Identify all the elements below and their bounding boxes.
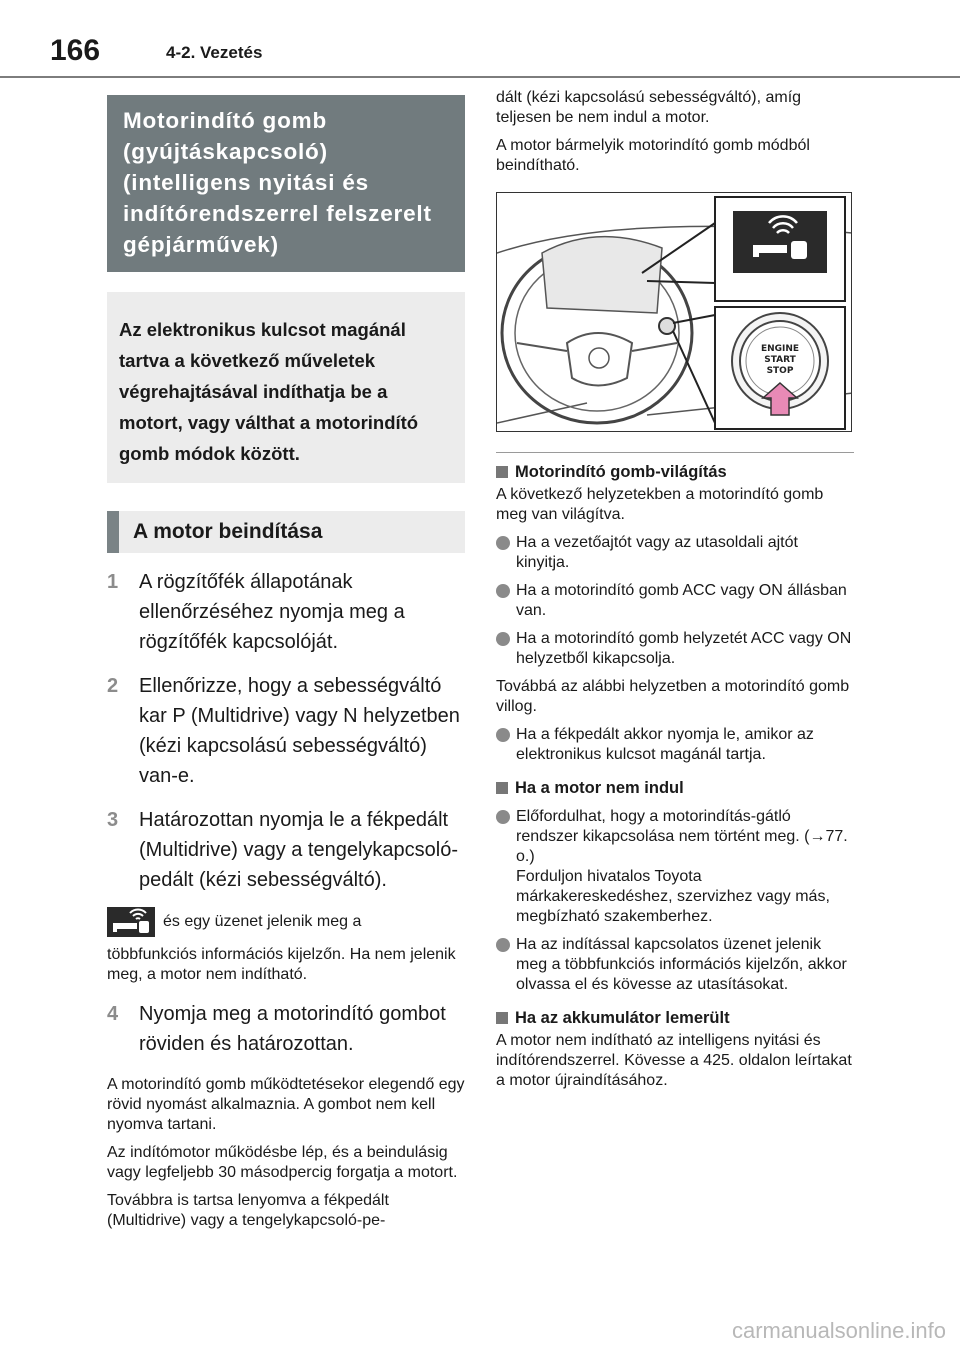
paragraph: A motor nem indítható az intelligens nyitási és indítórendszerrel. Kövesse a 425. oldalon leírtakat a motor újraindításához. [496,1032,852,1089]
button-label: START [764,355,796,365]
step-3 [107,805,465,895]
section-title: Motorindító gomb (gyújtáskapcsoló) (intelligens nyitási és indítórendszerrel felszerelt gépjárművek) [107,95,465,272]
paragraph: Továbbra is tartsa lenyomva a fékpedált (Multidrive) vagy a tengelykapcsoló-pe- [107,1192,389,1229]
paragraph: többfunkciós információs kijelzőn. Ha nem jelenik meg, a motor nem indítható. [107,946,456,983]
step-number: 3 [107,809,119,831]
bullet-dot-icon [496,938,510,952]
bullet-dot-icon [496,810,510,824]
page-number: 166 [50,34,101,67]
subheading: Ha a motor nem indul [496,777,854,799]
right-column [496,86,854,1091]
paragraph: A motorindító gomb működtetésekor elegendő egy rövid nyomást alkalmaznia. A gombot nem kell nyomva tartani. [107,1076,465,1133]
intro-box: Az elektronikus kulcsot magánál tartva a következő műveletek végrehajtásával indíthatja be a motort, vagy válthat a motorindító gomb módok között. [107,292,465,483]
step-2 [107,671,465,791]
bullet-dot-icon [496,536,510,550]
paragraph: dált (kézi kapcsolású sebességváltó), amíg teljesen be nem indul a motor. [496,89,802,126]
steering-wheel-diagram [497,193,852,432]
left-column [107,95,465,1231]
step-number: 1 [107,571,119,593]
square-bullet-icon [496,782,508,794]
step-number: 4 [107,1003,119,1025]
bullet-item: Ha a motorindító gomb helyzetét ACC vagy ON helyzetből kikapcsolja. [496,629,854,669]
indicator-text: és egy üzenet jelenik meg a [163,913,362,930]
bullet-dot-icon [496,632,510,646]
watermark: carmanualsonline.info [731,1318,946,1343]
button-label: ENGINE [760,344,800,354]
indicator-row [107,907,465,937]
step-text: Határozottan nyomja le a fékpedált (Multidrive) vagy a tengelykapcsoló-pedált (kézi sebességváltó). [139,809,459,891]
divider [496,452,854,453]
paragraph: Továbbá az alábbi helyzetben a motorindító gomb villog. [496,678,850,715]
step-number: 2 [107,675,119,697]
page-header [0,0,960,80]
paragraph: Az indítómotor működésbe lép, és a beindulásig vagy legfeljebb 30 másodpercig forgatja a motort. [107,1144,458,1181]
bullet-dot-icon [496,728,510,742]
button-label: STOP [766,366,794,376]
step-text: A rögzítőfék állapotának ellenőrzéséhez nyomja meg a rögzítőfék kapcsolóját. [139,571,405,653]
bullet-item: Ha a vezetőajtót vagy az utasoldali ajtót kinyitja. [496,533,854,573]
step-text: Nyomja meg a motorindító gombot röviden és határozottan. [139,1003,446,1055]
header-divider [0,76,960,78]
bullet-item: Ha az indítással kapcsolatos üzenet jelenik meg a többfunkciós információs kijelzőn, akkor olvassa el és kövesse az utasításokat. [496,935,854,995]
step-1 [107,567,465,657]
bullet-dot-icon [496,584,510,598]
subheading: Motorindító gomb-világítás [496,461,854,483]
bullet-item: Ha a motorindító gomb ACC vagy ON állásban van. [496,581,854,621]
section-reference: 4-2. Vezetés [166,43,263,62]
key-indicator-icon [107,907,155,937]
engine-start-figure [496,192,852,432]
step-text: Ellenőrizze, hogy a sebességváltó kar P (Multidrive) vagy N helyzetben (kézi kapcsolású sebességváltó) van-e. [139,675,460,787]
square-bullet-icon [496,466,508,478]
bullet-item: Előfordulhat, hogy a motorindítás-gátló rendszer kikapcsolása nem történt meg. (→77. o.) Forduljon hivatalos Toyota márkakereskedéshez, szervizhez vagy más, megbízható szakemberhez. [496,807,854,927]
paragraph: A motor bármelyik motorindító gomb módból beindítható. [496,137,810,174]
step-4 [107,999,465,1059]
subheading: Ha az akkumulátor lemerült [496,1007,854,1029]
square-bullet-icon [496,1012,508,1024]
section-heading: A motor beindítása [107,511,465,553]
paragraph: A következő helyzetekben a motorindító gomb meg van világítva. [496,486,824,523]
bullet-item: Ha a fékpedált akkor nyomja le, amikor az elektronikus kulcsot magánál tartja. [496,725,854,765]
